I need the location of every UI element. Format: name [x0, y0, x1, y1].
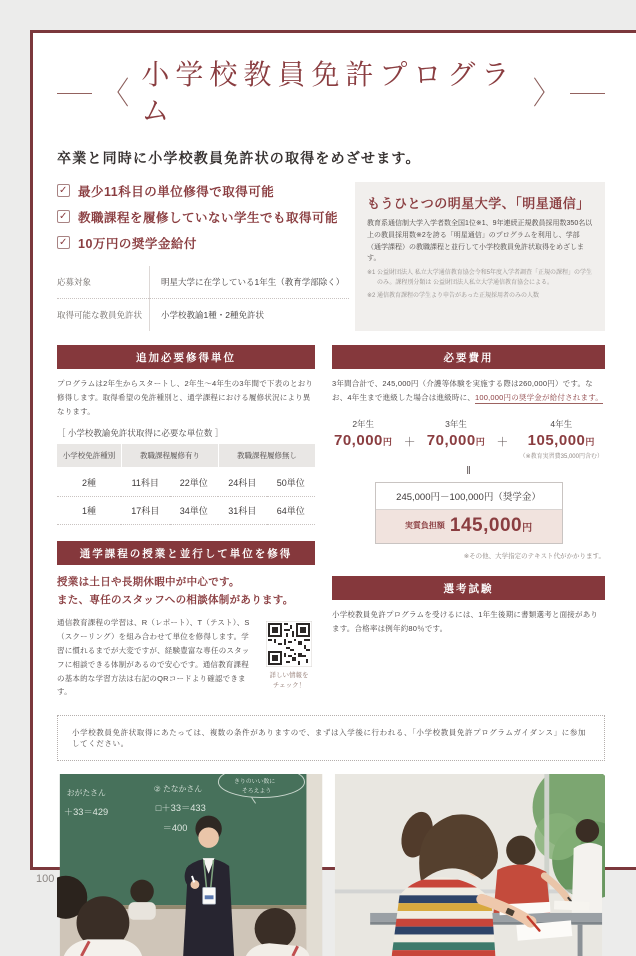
guidance-notice: 小学校教員免許状取得にあたっては、複数の条件がありますので、まずは入学後に行われる、「小学校教員免許プログラムガイダンス」に参加してください。 [57, 715, 605, 761]
detail-band [57, 345, 605, 700]
student-head [506, 836, 535, 865]
units-col-header: 教職課程履修無し [218, 444, 315, 469]
cost-section-body: 3年間合計で、245,000円（介護等体験を実施する際は260,000円）です。なお、4年生まで進級した場合は進級時に、100,000円の奨学金が給付されます。 [332, 378, 603, 402]
units-table-cell: 24科目 [218, 469, 267, 497]
units-table-header-row [57, 444, 315, 469]
checkbox-checked-icon: ✓ [57, 236, 70, 249]
units-table-cell: 1種 [57, 497, 121, 525]
page-title-row [57, 57, 605, 130]
plus-sign: ＋ [403, 434, 416, 449]
info-box-footnote: ※2 通信教育課程の学生より申告があった正規採用者のみの人数 [367, 292, 539, 299]
svg-text:きりのいい数に: きりのいい数に [234, 779, 276, 786]
cost-year-block: 2年生 70,000円 [334, 418, 393, 449]
pupil-head [255, 908, 296, 949]
meisei-tsushin-info-box [355, 182, 605, 331]
scholarship-highlight: 100,000円の奨学金が給付されます。 [474, 392, 603, 402]
svg-text:② たなかさん: ② たなかさん [153, 784, 203, 794]
cost-year-block: 3年生 70,000円 [426, 418, 486, 449]
units-table-cell: 2種 [57, 469, 121, 497]
study-section-heading: 通学課程の授業と並行して単位を修得 [57, 541, 315, 565]
exam-section-heading: 選考試験 [332, 576, 605, 600]
info-box-title: もうひとつの明星大学、「明星通信」 [367, 195, 590, 211]
right-column [332, 345, 605, 700]
checklist-item [57, 182, 349, 200]
info-box-body: 教育系通信制大学入学者数全国1位※1、9年連続正規教員採用数350名以上の教員採用数※2を誇る「明星通信」のプログラムを利用し、学部（通学課程）の教職課程と並行して小学校教員免許状取得をめざします。 [367, 219, 593, 263]
equals-sign: ‖ [466, 465, 471, 478]
units-table-cell: 31科目 [218, 497, 267, 525]
svg-text:おがたさん: おがたさん [66, 788, 106, 798]
study-lead-line: 授業は土日や長期休暇中が中心です。 [57, 576, 240, 589]
page-frame [30, 30, 636, 870]
overview-row-label: 取得可能な教員免許状 [57, 298, 149, 331]
title-bracket-right: 〉 [532, 75, 558, 111]
practicum-fee-note: （※教育実習費35,000円含む） [519, 454, 603, 461]
units-table [57, 444, 315, 525]
study-body-row [57, 616, 315, 699]
units-table-cell: 64単位 [267, 497, 316, 525]
checklist-item-label: 10万円の奨学金給付 [78, 236, 197, 251]
checklist-item-label: 最少11科目の単位修得で取得可能 [78, 184, 275, 199]
student-head [576, 819, 599, 842]
overview-row-label: 応募対象 [57, 276, 92, 287]
units-table-row [57, 469, 315, 497]
units-table-cell: 22単位 [170, 469, 219, 497]
svg-text:□＋33＝433: □＋33＝433 [155, 803, 206, 814]
cost-footnote: ※その他、大学指定のテキスト代がかかります。 [463, 553, 605, 561]
overview-row-value: 小学校教諭1種・2種免許状 [149, 298, 349, 331]
students-writing-photo [332, 774, 605, 956]
cost-calculation: 245,000円－100,000円（奨学金） [376, 483, 562, 510]
svg-text:＋33＝429: ＋33＝429 [63, 807, 109, 818]
units-col-header: 教職課程履修有り [121, 444, 218, 469]
qr-caption: 詳しい情報を チェック！ [269, 672, 309, 689]
study-section-lead [57, 574, 315, 610]
checkbox-checked-icon: ✓ [57, 184, 70, 197]
page-subtitle: 卒業と同時に小学校教員免許状の取得をめざせます。 [57, 149, 421, 166]
photo-row [57, 774, 605, 956]
net-cost-amount: 145,000 [449, 515, 523, 537]
page-number: 100 [36, 873, 55, 885]
svg-text:そろえよう: そろえよう [241, 788, 272, 795]
page-title: 小学校教員免許プログラム [141, 59, 516, 127]
cost-breakdown [332, 418, 605, 461]
units-table-cell: 11科目 [121, 469, 170, 497]
credits-section-body: プログラムは2年生からスタートし、2年生～4年生の3年間で下表のとおり修得します。取得希望の免許種別と、通学課程における履修状況により異なります。 [57, 378, 314, 416]
left-column [57, 345, 315, 700]
units-table-row [57, 497, 315, 525]
intro-left-column [57, 182, 349, 331]
qr-block [263, 616, 315, 699]
page-content [33, 33, 636, 956]
title-decoration-line-left [57, 93, 92, 94]
units-table-caption: ［ 小学校教諭免許状取得に必要な単位数 ］ [57, 428, 224, 439]
plus-sign: ＋ [496, 434, 509, 449]
cost-section-heading: 必要費用 [332, 345, 605, 369]
info-box-footnote: ※1 公益財団法人 私立大学通信教育協会令和5年度入学者調査「正規の課程」の学生のみ。課程別分類は 公益財団法人私立大学通信教育協会による。 [367, 270, 593, 286]
checklist-item [57, 208, 349, 226]
title-decoration-line-right [570, 93, 605, 94]
intro-band [57, 182, 605, 331]
units-table-cell: 34単位 [170, 497, 219, 525]
teacher-face [198, 828, 219, 849]
checklist-item [57, 234, 349, 252]
study-section-body: 通信教育課程の学習は、R（レポート）、T（テスト）、S（スクーリング）を組み合わせて単位を修得します。学習に慣れるまでが大変ですが、経験豊富な専任のスタッフに相談できる体制があるので安心です。通信教育課程の基本的な学習方法は右記のQRコードより確認できます。 [57, 618, 250, 697]
checkbox-checked-icon: ✓ [57, 210, 70, 223]
net-cost-label: 実質負担額 [404, 521, 445, 531]
study-lead-line: また、専任のスタッフへの相談体制があります。 [57, 594, 294, 607]
title-bracket-left: 〈 [104, 75, 130, 111]
cost-year-block: 4年生 105,000円 （※教育実習費35,000円含む） [519, 418, 603, 461]
qr-code-icon [266, 621, 312, 667]
overview-row-value: 明星大学に在学している1年生（教育学部除く） [149, 266, 349, 298]
exam-section-body: 小学校教員免許プログラムを受けるには、1年生後期に書類選考と面接があります。合格率は例年約80％です。 [332, 610, 599, 633]
net-cost-box [375, 482, 563, 544]
overview-table [57, 266, 349, 331]
units-col-header: 小学校免許種別 [57, 444, 121, 469]
checklist-item-label: 教職課程を履修していない学生でも取得可能 [78, 210, 339, 225]
classroom-teaching-photo [57, 774, 325, 956]
svg-text:＝400: ＝400 [162, 823, 188, 834]
net-cost-result: 実質負担額 145,000円 [376, 510, 562, 543]
credits-section-heading: 追加必要修得単位 [57, 345, 315, 369]
units-table-cell: 17科目 [121, 497, 170, 525]
units-table-cell: 50単位 [267, 469, 316, 497]
